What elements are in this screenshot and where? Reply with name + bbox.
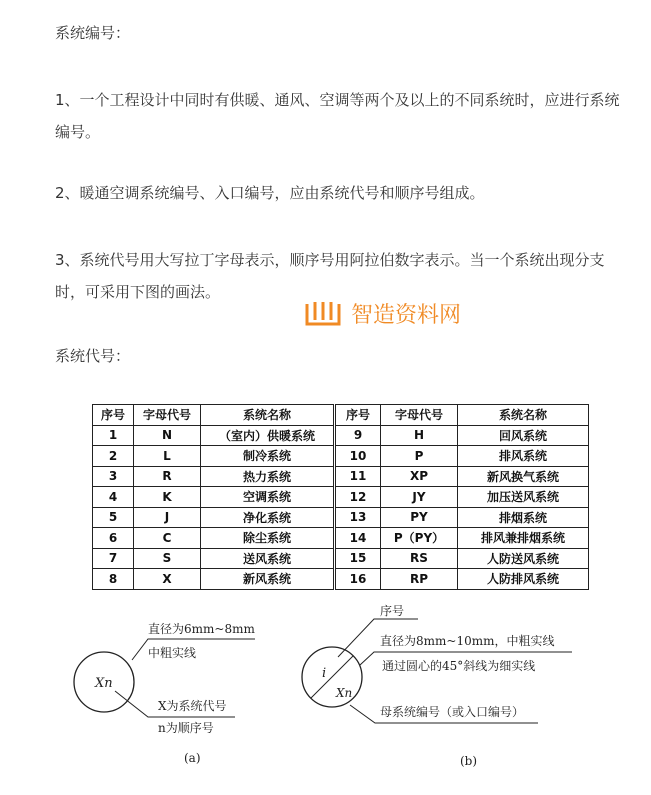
table-cell: P（PY） — [381, 528, 458, 549]
table-cell: 6 — [93, 528, 134, 549]
table-cell: 14 — [335, 528, 381, 549]
table-cell: 加压送风系统 — [458, 487, 589, 508]
table-cell: 11 — [335, 466, 381, 487]
table-cell: 排风系统 — [458, 446, 589, 467]
table-cell: JY — [381, 487, 458, 508]
table-cell: 1 — [93, 425, 134, 446]
table-cell: 回风系统 — [458, 425, 589, 446]
paragraph-1: 1、一个工程设计中同时有供暖、通风、空调等两个及以上的不同系统时，应进行系统编号。 — [55, 91, 620, 141]
table-cell: P — [381, 446, 458, 467]
table-cell: 4 — [93, 487, 134, 508]
paragraph-3: 3、系统代号用大写拉丁字母表示，顺序号用阿拉伯数字表示。当一个系统出现分支时，可采用下图的画法。 — [55, 251, 605, 301]
circle-label: Xn — [336, 686, 353, 700]
section-heading-2: 系统代号： — [55, 347, 131, 365]
table-cell: 7 — [93, 548, 134, 569]
header-cell: 系统名称 — [201, 405, 335, 426]
paragraph-2: 2、暖通空调系统编号、入口编号，应由系统代号和顺序号组成。 — [55, 184, 485, 202]
table-row — [93, 507, 589, 528]
header-cell: 字母代号 — [134, 405, 201, 426]
table-cell: 3 — [93, 466, 134, 487]
table-cell: 人防排风系统 — [458, 569, 589, 590]
circle-label: Xn — [95, 676, 113, 691]
table-cell: 排风兼排烟系统 — [458, 528, 589, 549]
table-cell: 9 — [335, 425, 381, 446]
table-cell: 净化系统 — [201, 507, 335, 528]
table-header-row — [93, 405, 589, 426]
table-row — [93, 466, 589, 487]
table-cell: 排烟系统 — [458, 507, 589, 528]
circle-label: i — [322, 666, 327, 681]
table-row — [93, 487, 589, 508]
label: 母系统编号（或入口编号） — [380, 705, 525, 719]
table-cell: 热力系统 — [201, 466, 335, 487]
table-cell: 8 — [93, 569, 134, 590]
caption: (a) — [184, 751, 201, 765]
header-cell: 系统名称 — [458, 405, 589, 426]
table-cell: H — [381, 425, 458, 446]
numbering-diagram — [60, 597, 580, 782]
table-cell: R — [134, 466, 201, 487]
table-cell: （室内）供暖系统 — [201, 425, 335, 446]
table-cell: PY — [381, 507, 458, 528]
table-row — [93, 446, 589, 467]
table-cell: 新风系统 — [201, 569, 335, 590]
table-cell: J — [134, 507, 201, 528]
table-cell: 制冷系统 — [201, 446, 335, 467]
label: 中粗实线 — [148, 646, 197, 660]
table-cell: 人防送风系统 — [458, 548, 589, 569]
table-cell: 除尘系统 — [201, 528, 335, 549]
table-cell: RS — [381, 548, 458, 569]
table-row — [93, 548, 589, 569]
table-cell: N — [134, 425, 201, 446]
table-cell: 10 — [335, 446, 381, 467]
table-cell: X — [134, 569, 201, 590]
label: n为顺序号 — [158, 721, 214, 735]
table-cell: 16 — [335, 569, 381, 590]
watermark-text: 智造资料网 — [351, 303, 462, 328]
label: 序号 — [380, 604, 405, 618]
table-cell: L — [134, 446, 201, 467]
watermark-logo — [303, 298, 461, 329]
table-cell: 新风换气系统 — [458, 466, 589, 487]
label: 通过圆心的45°斜线为细实线 — [382, 659, 536, 673]
diagram-a — [74, 621, 255, 765]
table-cell: 15 — [335, 548, 381, 569]
table-cell: XP — [381, 466, 458, 487]
logo-icon — [303, 300, 343, 328]
table-cell: C — [134, 528, 201, 549]
header-cell: 序号 — [335, 405, 381, 426]
caption: (b) — [460, 754, 478, 768]
table-row — [93, 528, 589, 549]
section-heading: 系统编号： — [55, 24, 131, 42]
table-cell: 13 — [335, 507, 381, 528]
table-cell: S — [134, 548, 201, 569]
header-cell: 字母代号 — [381, 405, 458, 426]
label: 直径为6mm~8mm — [148, 622, 255, 636]
table-row — [93, 569, 589, 590]
table-cell: K — [134, 487, 201, 508]
label: 直径为8mm~10mm，中粗实线 — [380, 634, 555, 648]
table-cell: 送风系统 — [201, 548, 335, 569]
table-cell: 空调系统 — [201, 487, 335, 508]
label: X为系统代号 — [158, 699, 227, 713]
table-cell: 2 — [93, 446, 134, 467]
table-cell: 12 — [335, 487, 381, 508]
system-code-table — [92, 404, 589, 590]
table-row — [93, 425, 589, 446]
table-cell: 5 — [93, 507, 134, 528]
diagram-b — [302, 603, 572, 768]
header-cell: 序号 — [93, 405, 134, 426]
table-cell: RP — [381, 569, 458, 590]
